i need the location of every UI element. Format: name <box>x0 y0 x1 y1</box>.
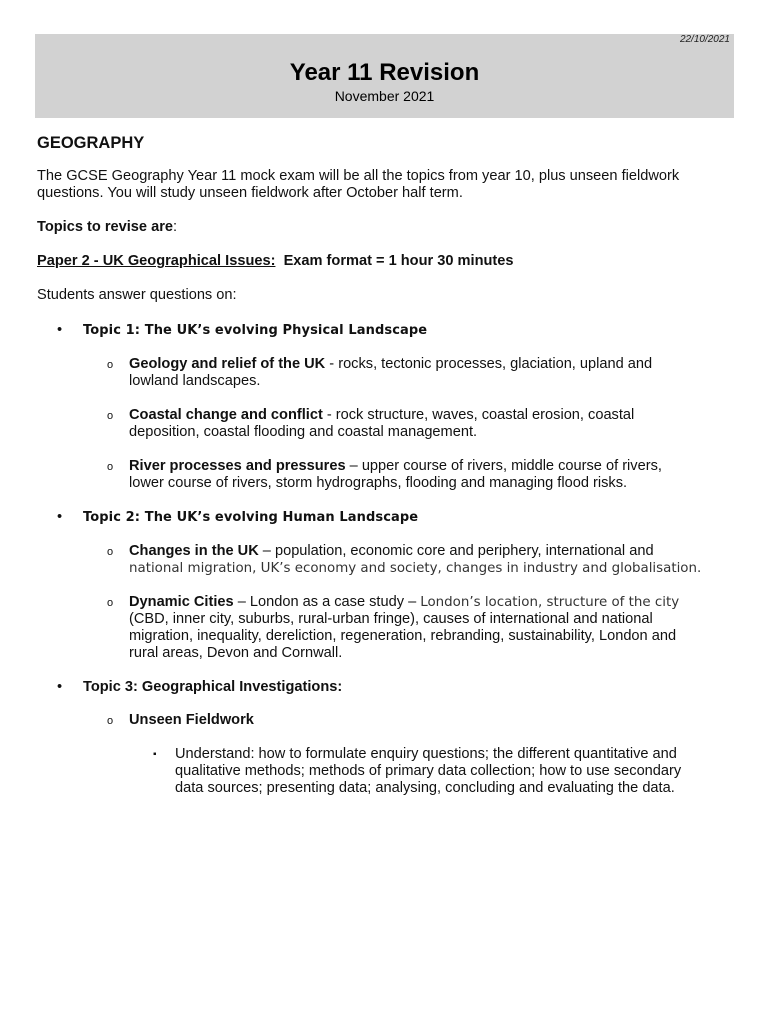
topics-lead <box>37 219 727 236</box>
item-text: national migration, UK’s economy and society, changes in industry and globalisation. <box>129 561 702 576</box>
item-text: migration, inequality, dereliction, regeneration, rebranding, sustainability, London and <box>129 628 677 644</box>
fieldwork-detail <box>37 746 727 797</box>
item-bold: Changes in the UK <box>129 543 259 559</box>
topics-lead-colon: : <box>173 219 178 235</box>
bullet-icon: • <box>57 509 63 525</box>
item-text: – population, economic core and periphery, international and <box>258 543 654 559</box>
intro-line: questions. You will study unseen fieldwork after October half term. <box>37 185 463 201</box>
topic-1 <box>37 322 727 339</box>
topic-1-item-geology <box>37 356 727 390</box>
item-bold: Geology and relief of the UK <box>129 356 326 372</box>
paper-title: Paper 2 - UK Geographical Issues: <box>37 253 276 269</box>
topic-title: Topic 2: The UK’s evolving Human Landscape <box>83 510 419 525</box>
item-text: lowland landscapes. <box>129 373 261 389</box>
paper-format: Exam format = 1 hour 30 minutes <box>283 253 514 269</box>
topic-1-item-rivers <box>37 458 727 492</box>
circle-bullet-icon: o <box>107 461 114 473</box>
circle-bullet-icon: o <box>107 359 114 371</box>
bullet-icon: • <box>57 322 63 338</box>
item-bold: Unseen Fieldwork <box>129 712 254 728</box>
topic-3 <box>37 679 727 696</box>
intro-line: The GCSE Geography Year 11 mock exam will be all the topics from year 10, plus unseen fieldwork <box>37 168 680 184</box>
topics-lead-text: Topics to revise are <box>37 219 173 235</box>
detail-text: data sources; presenting data; analysing, concluding and evaluating the data. <box>175 780 675 796</box>
square-bullet-icon: ▪ <box>153 749 157 760</box>
item-bold: Coastal change and conflict <box>129 407 323 423</box>
document-title: Year 11 Revision <box>289 59 480 86</box>
topic-title: Topic 1: The UK’s evolving Physical Landscape <box>83 323 428 338</box>
bullet-icon: • <box>57 679 63 695</box>
students-line: Students answer questions on: <box>37 287 237 303</box>
circle-bullet-icon: o <box>107 597 114 609</box>
item-text: rural areas, Devon and Cornwall. <box>129 645 343 661</box>
paper-heading <box>37 253 727 270</box>
item-text: - rocks, tectonic processes, glaciation, upland and <box>325 356 653 372</box>
item-text: – London as a case study – <box>233 594 421 610</box>
item-bold: River processes and pressures <box>129 458 346 474</box>
topic-3-item-fieldwork <box>37 712 727 729</box>
item-text: lower course of rivers, storm hydrographs, flooding and managing flood risks. <box>129 475 628 491</box>
item-bold: Dynamic Cities <box>129 594 234 610</box>
header-band <box>35 34 734 118</box>
item-text: (CBD, inner city, suburbs, rural-urban fringe), causes of international and national <box>129 611 653 627</box>
circle-bullet-icon: o <box>107 546 114 558</box>
circle-bullet-icon: o <box>107 410 114 422</box>
topic-title: Topic 3: Geographical Investigations: <box>83 679 343 695</box>
circle-bullet-icon: o <box>107 715 114 727</box>
section-title: GEOGRAPHY <box>37 134 145 152</box>
detail-text: Understand: how to formulate enquiry questions; the different quantitative and <box>175 746 677 762</box>
item-text: deposition, coastal flooding and coastal management. <box>129 424 478 440</box>
item-text: – upper course of rivers, middle course of rivers, <box>345 458 662 474</box>
detail-text: qualitative methods; methods of primary data collection; how to use secondary <box>175 763 682 779</box>
topic-2-item-changes <box>37 543 727 577</box>
topic-1-item-coastal <box>37 407 727 441</box>
item-text: - rock structure, waves, coastal erosion, coastal <box>322 407 635 423</box>
header-date: 22/10/2021 <box>679 34 730 45</box>
intro-paragraph <box>37 168 727 202</box>
document-subtitle: November 2021 <box>334 88 435 104</box>
topic-2-item-cities <box>37 594 727 662</box>
document-body <box>37 132 727 797</box>
item-text: London’s location, structure of the city <box>420 595 680 610</box>
topic-2 <box>37 509 727 526</box>
